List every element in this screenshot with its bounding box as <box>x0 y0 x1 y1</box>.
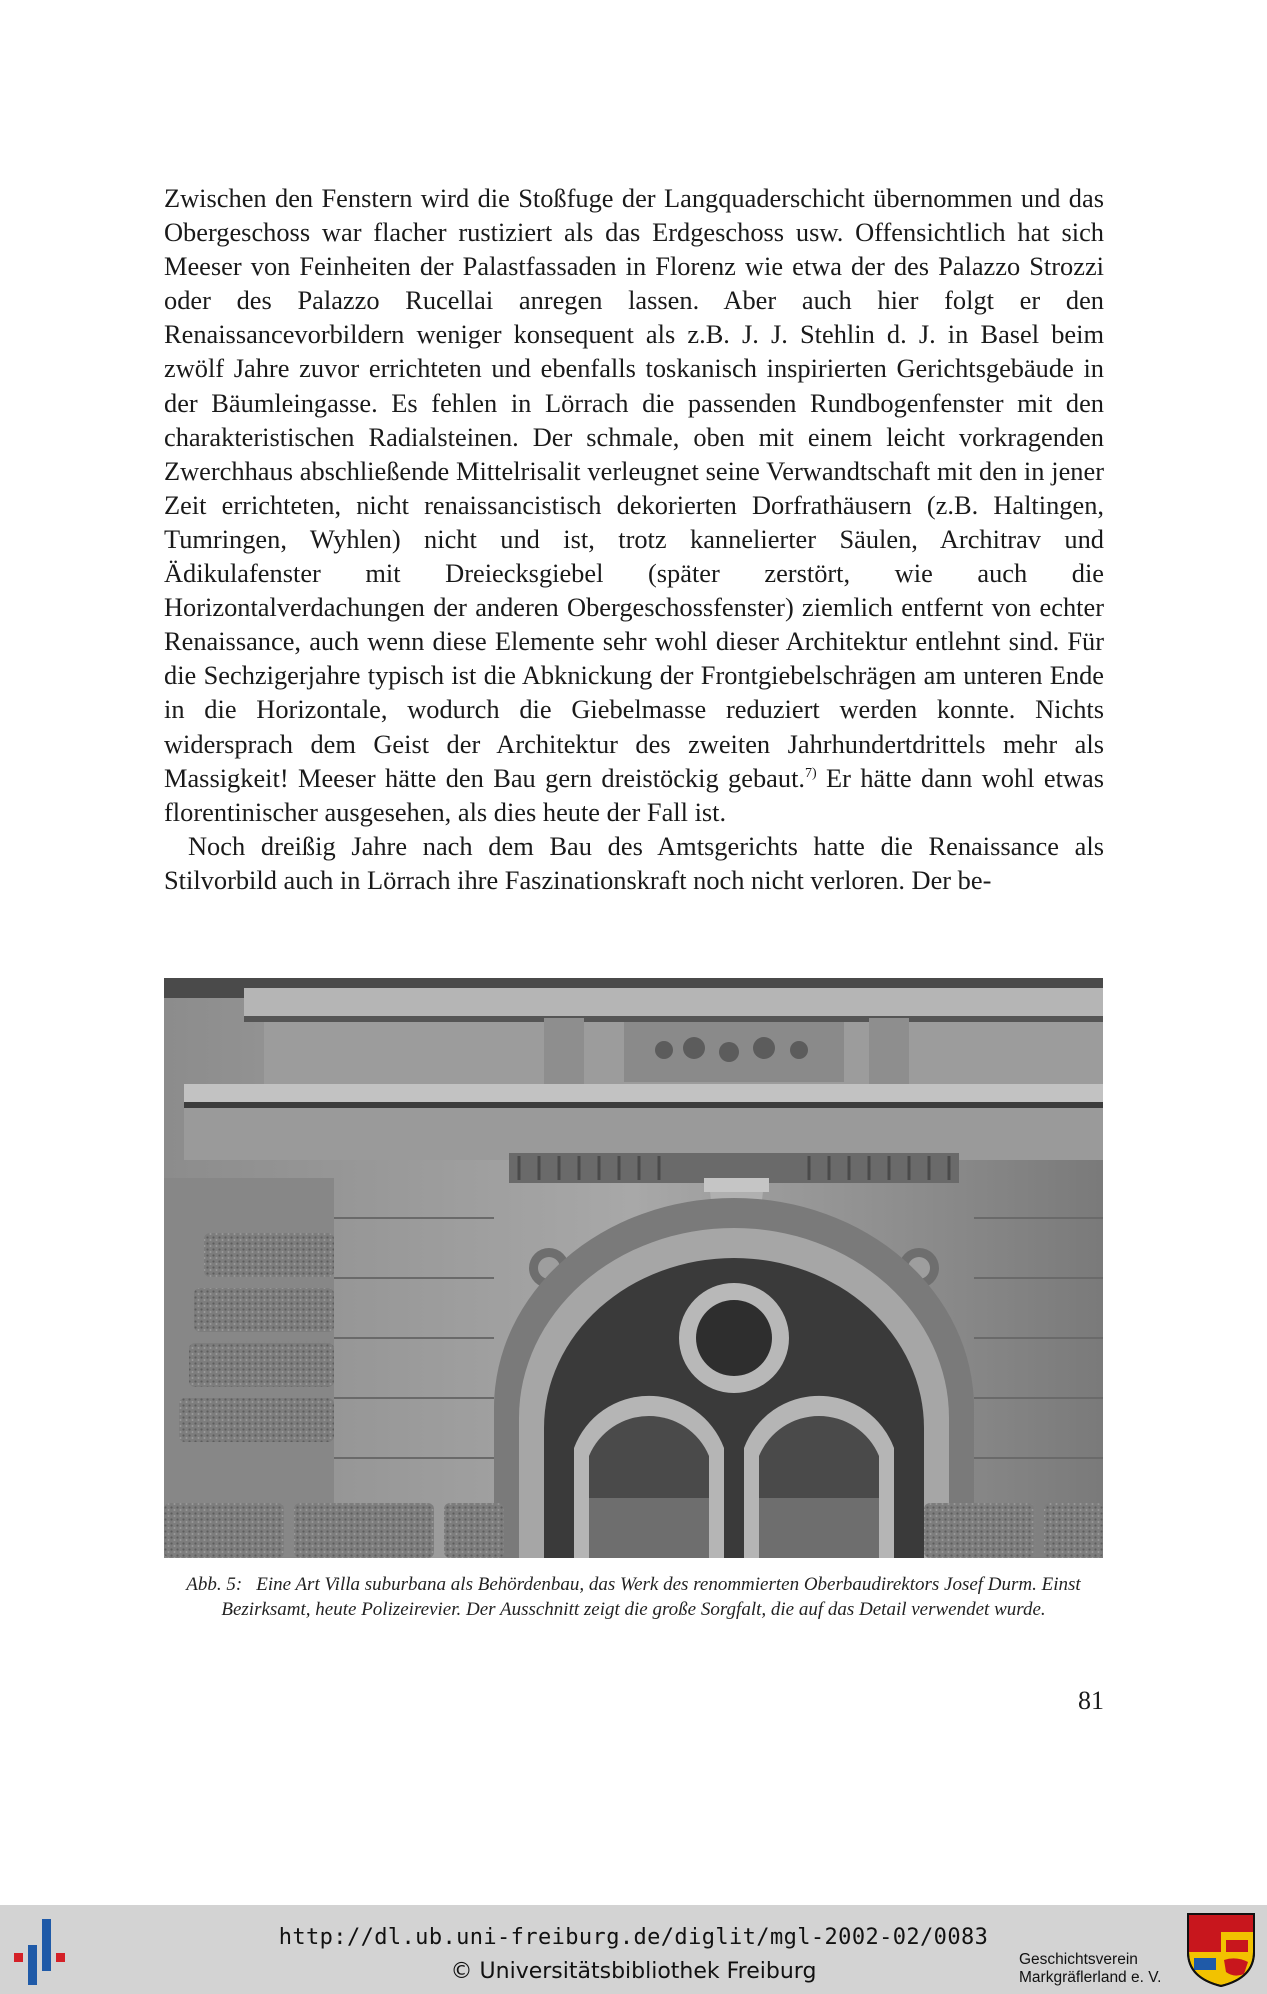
footer-bar <box>0 1905 1267 1994</box>
paragraph-1-end: Er hätte dann wohl etwas florentinischer ausgesehen, als dies heute der Fall ist. <box>164 762 1104 827</box>
footnote-mark[interactable]: 7) <box>805 765 817 781</box>
building-facade-photo <box>164 978 1103 1558</box>
footer-copyright: © Universitätsbibliothek Freiburg <box>450 1959 817 1984</box>
society-name <box>1019 1951 1181 1987</box>
paragraph-1 <box>164 181 1104 829</box>
figure-caption-text: Eine Art Villa suburbana als Behördenbau, das Werk des renommierten Oberbaudirektors Josef Durm. Einst Bezirksamt, heute Polizeirevier. Der Ausschnitt zeigt die große Sorgfalt, die auf das Detail verwendet wurde. <box>221 1574 1081 1620</box>
figure-photo <box>164 978 1103 1558</box>
paragraph-2: Noch dreißig Jahre nach dem Bau des Amtsgerichts hatte die Renaissance als Stilvorbild auch in Lörrach ihre Faszinationskraft noch nicht verloren. Der be- <box>164 830 1104 895</box>
page-number: 81 <box>1078 1686 1104 1715</box>
figure-caption <box>164 1572 1103 1622</box>
society-line-2: Markgräflerland e. V. <box>1019 1969 1162 1986</box>
figure-label: Abb. 5: <box>186 1574 243 1595</box>
society-line-1: Geschichtsverein <box>1019 1951 1138 1968</box>
footer-url-link[interactable]: http://dl.ub.uni-freiburg.de/diglit/mgl-2002-02/0083 <box>278 1925 989 1950</box>
coat-of-arms-crest-icon <box>1186 1912 1256 1988</box>
body-text <box>164 181 1104 897</box>
paragraph-1-text: Zwischen den Fenstern wird die Stoßfuge der Langquaderschicht übernommen und das Obergeschoss war flacher rustiziert als das Erdgeschoss usw. Offensichtlich hat sich Meeser von Feinheiten der Palastfassaden in Florenz wie etwa der des Palazzo Strozzi oder des Palazzo Rucellai anregen lassen. Aber auch hier folgt er den Renaissancevorbildern weniger konsequent als z.B. J. J. Stehlin d. J. in Basel beim zwölf Jahre zuvor errichteten und ebenfalls toskanisch inspirierten Gerichtsgebäude in der Bäumleingasse. Es fehlen in Lörrach die passenden Rundbogenfenster mit den charakteristischen Radialsteinen. Der schmale, oben mit einem leicht vorkragenden Zwerchhaus abschließende Mittelrisalit verleugnet seine Verwandtschaft mit den in jener Zeit errichteten, nicht renaissancistisch dekorierten Dorfrathäusern (z.B. Haltingen, Tumringen, Wyhlen) nicht und ist, trotz kannelierter Säulen, Architrav und Ädikulafenster mit Dreiecksgiebel (später zerstört, wie auch die Horizontalverdachungen der anderen Obergeschossfenster) ziemlich entfernt von echter Renaissance, auch wenn diese Elemente sehr wohl dieser Architektur entlehnt sind. Für die Sechzigerjahre typisch ist die Abknickung der Frontgiebelschrägen am unteren Ende in die Horizontale, wodurch die Giebelmasse reduziert werden konnte. Nichts widersprach dem Geist der Architektur des zweiten Jahrhundertdrittels mehr als Massigkeit! Meeser hätte den Bau gern dreistöckig gebaut. <box>164 183 1104 793</box>
